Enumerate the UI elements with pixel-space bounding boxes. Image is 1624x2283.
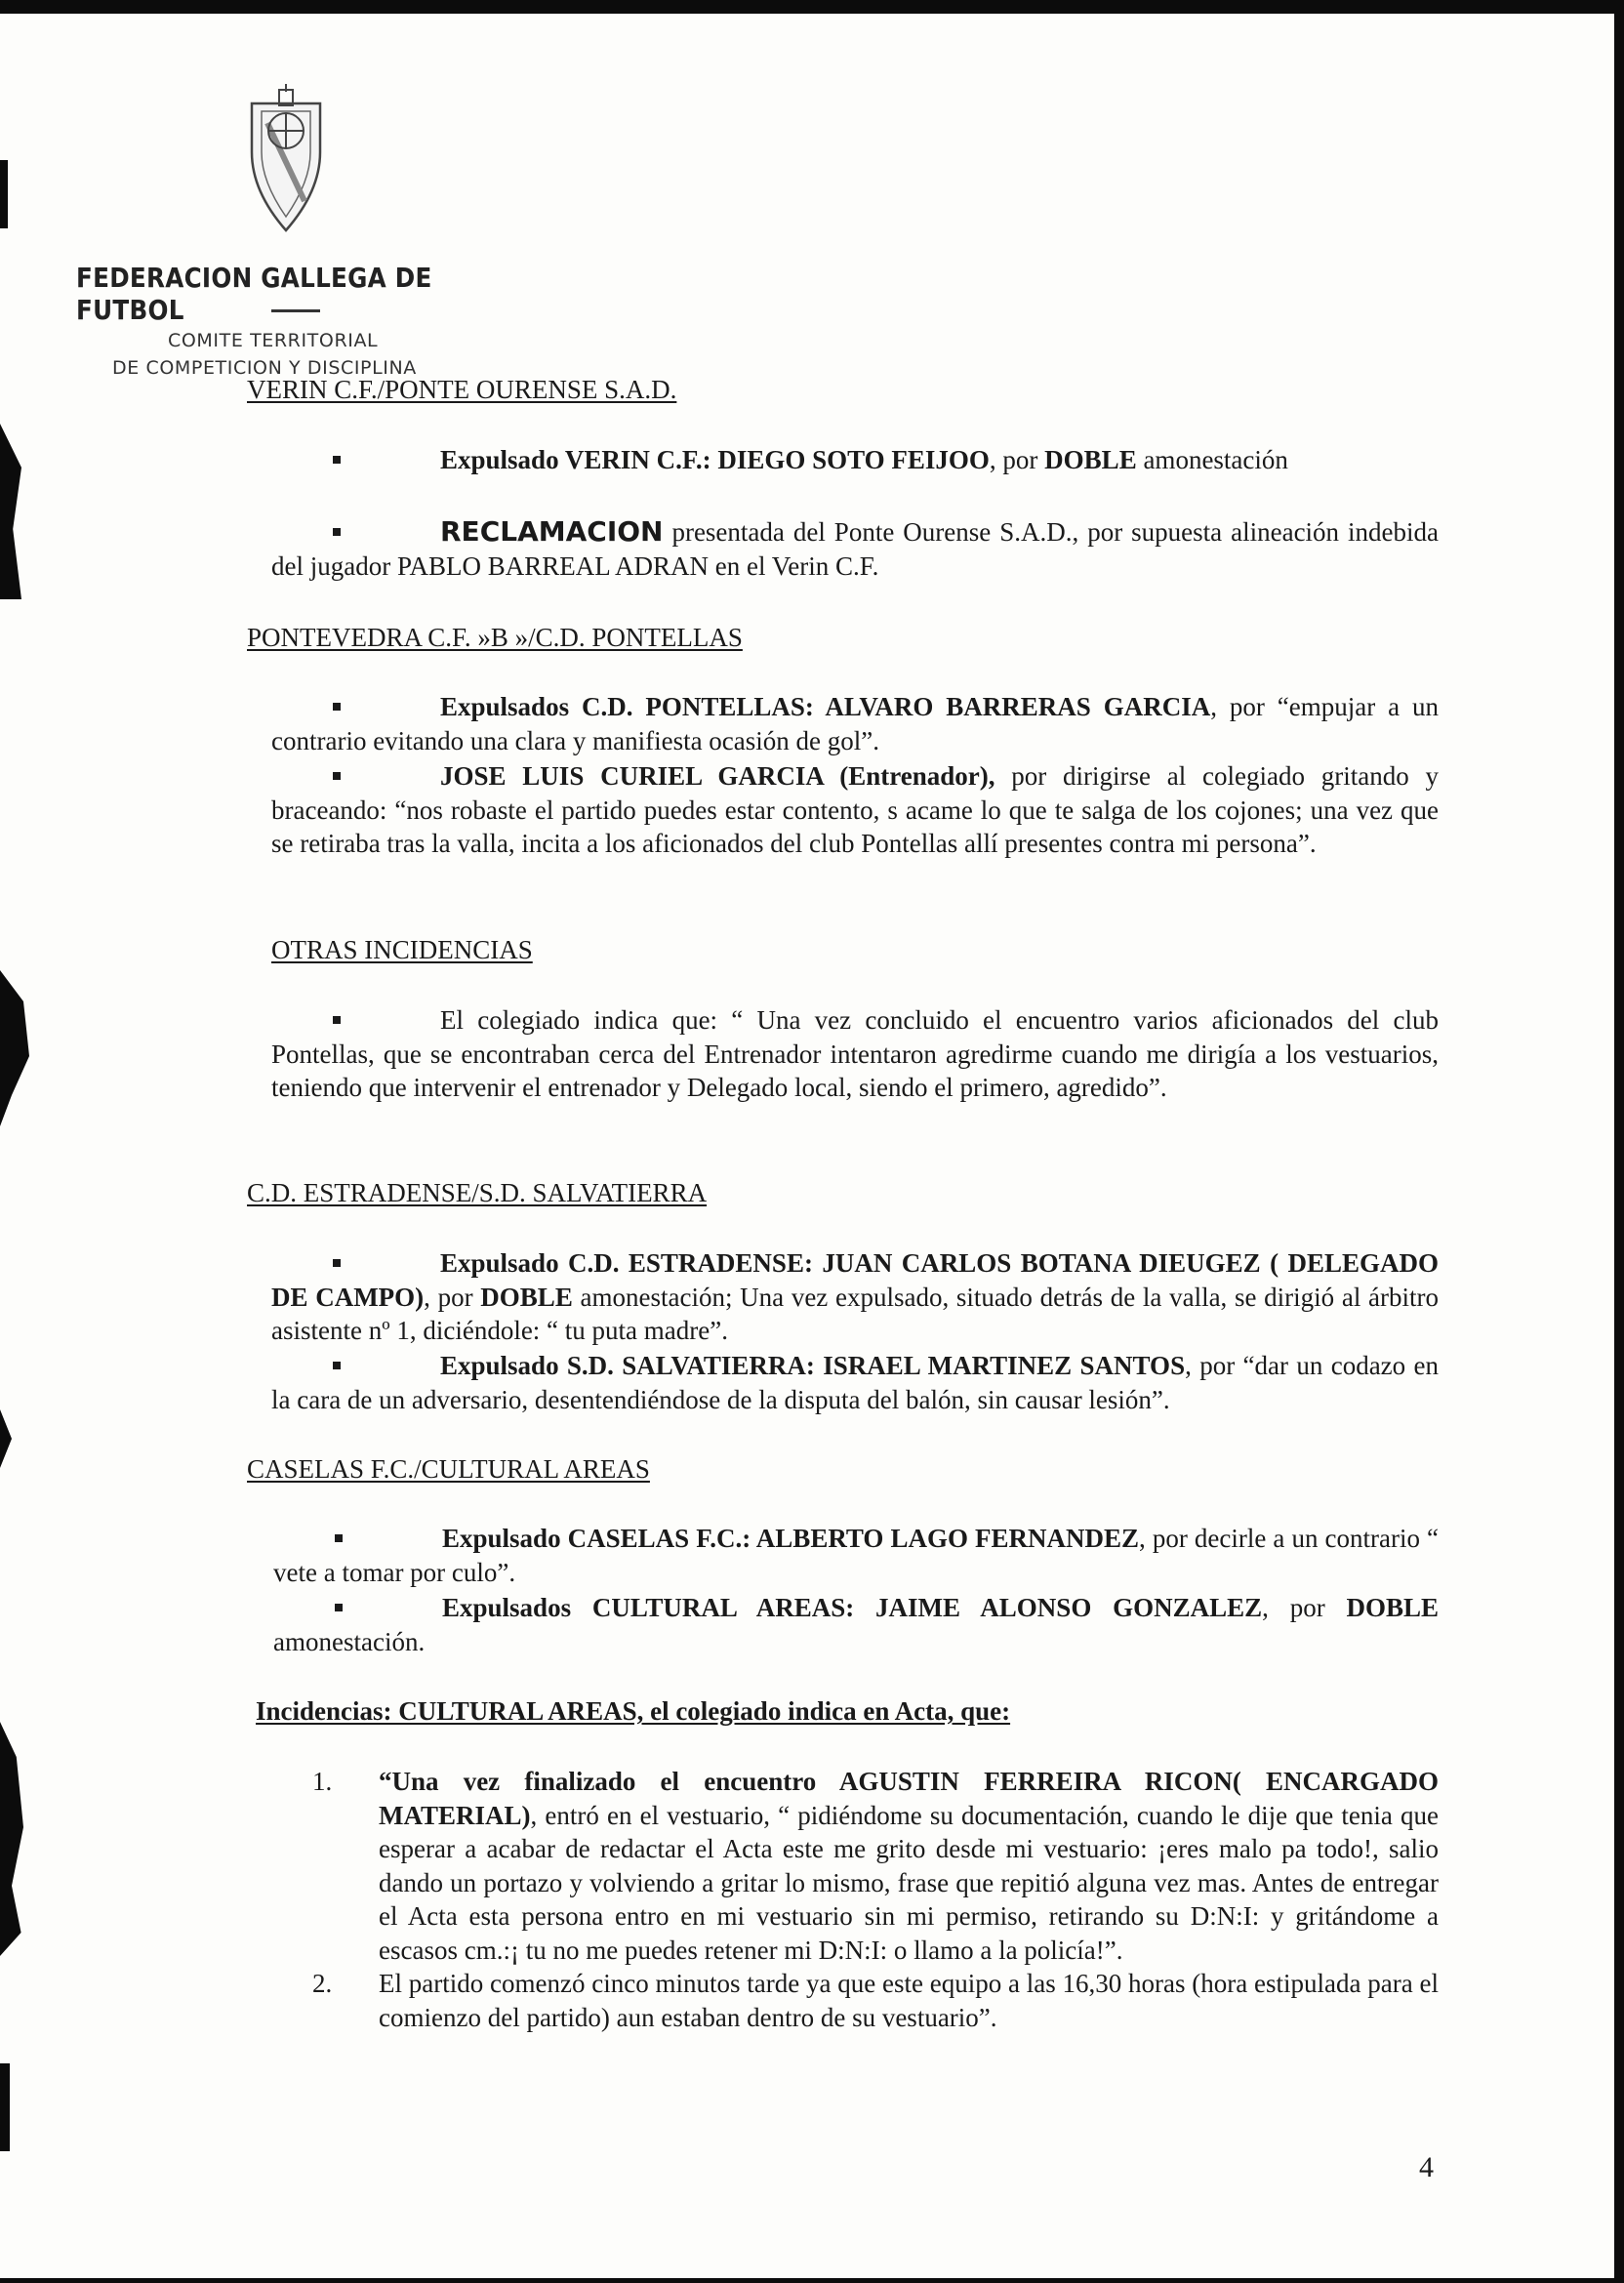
torn-edge (0, 1722, 23, 1956)
list-item: 1. “Una vez finalizado el encuentro AGUSTIN FERREIRA RICON( ENCARGADO MATERIAL), entró en el vestuario, “ pidiéndome su documentación, cuando le dije que tenia que esperar a acabar de redactar el Acta este me grito desde mi vestuario: ¡eres malo pa todo!, salio dando un portazo y volviendo a gritar lo mismo, frase que repitió alguna vez mas. Antes de entregar el Acta esta persona entro en mi vestuario sin mi permiso, retirando su D:N:I: y gritándome a escasos cm.:¡ tu no me puedes retener mi D:N:I: o llamo a la policía!”. (312, 1767, 1439, 1965)
list-item: 2. El partido comenzó cinco minutos tarde ya que este equipo a las 16,30 horas (hora estipulada para el comienzo del partido) aun estaban dentro de su vestuario”. (312, 1969, 1439, 2032)
paragraph: Expulsado VERIN C.F.: DIEGO SOTO FEIJOO, por DOBLE amonestación (271, 443, 1439, 477)
bullet-icon (333, 703, 341, 711)
incident-list (312, 1765, 1439, 2034)
federation-crest-icon (242, 84, 330, 242)
document-page (0, 14, 1614, 2278)
torn-edge (0, 424, 21, 599)
section-heading-caselas: CASELAS F.C./CULTURAL AREAS (247, 1454, 650, 1484)
torn-edge (0, 1409, 12, 1468)
paragraph: Expulsado S.D. SALVATIERRA: ISRAEL MARTINEZ SANTOS, por “dar un codazo en la cara de un adversario, desentendiéndose de la disputa del balón, sin causar lesión”. (271, 1351, 1439, 1414)
paragraph: Expulsados C.D. PONTELLAS: ALVARO BARRERAS GARCIA, por “empujar a un contrario evitando una clara y manifiesta ocasión de gol”. (271, 692, 1439, 755)
section-heading-estradense: C.D. ESTRADENSE/S.D. SALVATIERRA (247, 1178, 708, 1207)
bullet-icon (333, 772, 341, 780)
organization-name: FEDERACION GALLEGA DE FUTBOL (76, 262, 432, 326)
bullet-icon (333, 456, 341, 464)
bullet-icon (333, 1362, 341, 1369)
bullet-icon (335, 1604, 343, 1611)
paragraph: El colegiado indica que: “ Una vez concluido el encuentro varios aficionados del club Pontellas, que se encontraban cerca del Entrenador intentaron agredirme cuando me dirigía a los vestuarios, teniendo que intervenir el entrenador y Delegado local, siendo el primero, agredido”. (271, 1005, 1439, 1102)
paragraph: JOSE LUIS CURIEL GARCIA (Entrenador), por dirigirse al colegiado gritando y braceando: “nos robaste el partido puedes estar contento, s acame lo que te salga de los cojones; una vez que se retiraba tras la valla, incita a los aficionados del club Pontellas allí presentes contra mi persona”. (271, 761, 1439, 858)
section-heading-pontevedra: PONTEVEDRA C.F. »B »/C.D. PONTELLAS (247, 623, 743, 652)
bullet-icon (333, 1016, 341, 1024)
committee-name-line2: DE COMPETICION Y DISCIPLINA (112, 357, 417, 379)
paragraph: Expulsado CASELAS F.C.: ALBERTO LAGO FERNANDEZ, por decirle a un contrario “ vete a tomar por culo”. (273, 1524, 1440, 1587)
bullet-icon (333, 528, 341, 536)
torn-edge (0, 2063, 10, 2151)
committee-name-line1: COMITE TERRITORIAL (168, 330, 379, 351)
section-heading-incidencias: Incidencias: CULTURAL AREAS, el colegiado indica en Acta, que: (256, 1696, 1011, 1726)
section-heading-otras-incidencias: OTRAS INCIDENCIAS (271, 935, 533, 964)
divider (271, 309, 320, 312)
page-number: 4 (1419, 2151, 1434, 2183)
bullet-icon (333, 1259, 341, 1267)
torn-edge (0, 970, 29, 1126)
paragraph: Expulsados CULTURAL AREAS: JAIME ALONSO GONZALEZ, por DOBLE amonestación. (273, 1593, 1440, 1656)
bullet-icon (335, 1534, 343, 1542)
section-heading-verin: VERIN C.F./PONTE OURENSE S.A.D. (247, 375, 677, 404)
paragraph: Expulsado C.D. ESTRADENSE: JUAN CARLOS BOTANA DIEUGEZ ( DELEGADO DE CAMPO), por DOBLE amonestación; Una vez expulsado, situado detrás de la valla, se dirigió al árbitro asistente nº 1, diciéndole: “ tu puta madre”. (271, 1248, 1439, 1345)
torn-edge (0, 160, 8, 228)
paragraph: RECLAMACION presentada del Ponte Ourense S.A.D., por supuesta alineación indebida del jugador PABLO BARREAL ADRAN en el Verin C.F. (271, 515, 1439, 581)
